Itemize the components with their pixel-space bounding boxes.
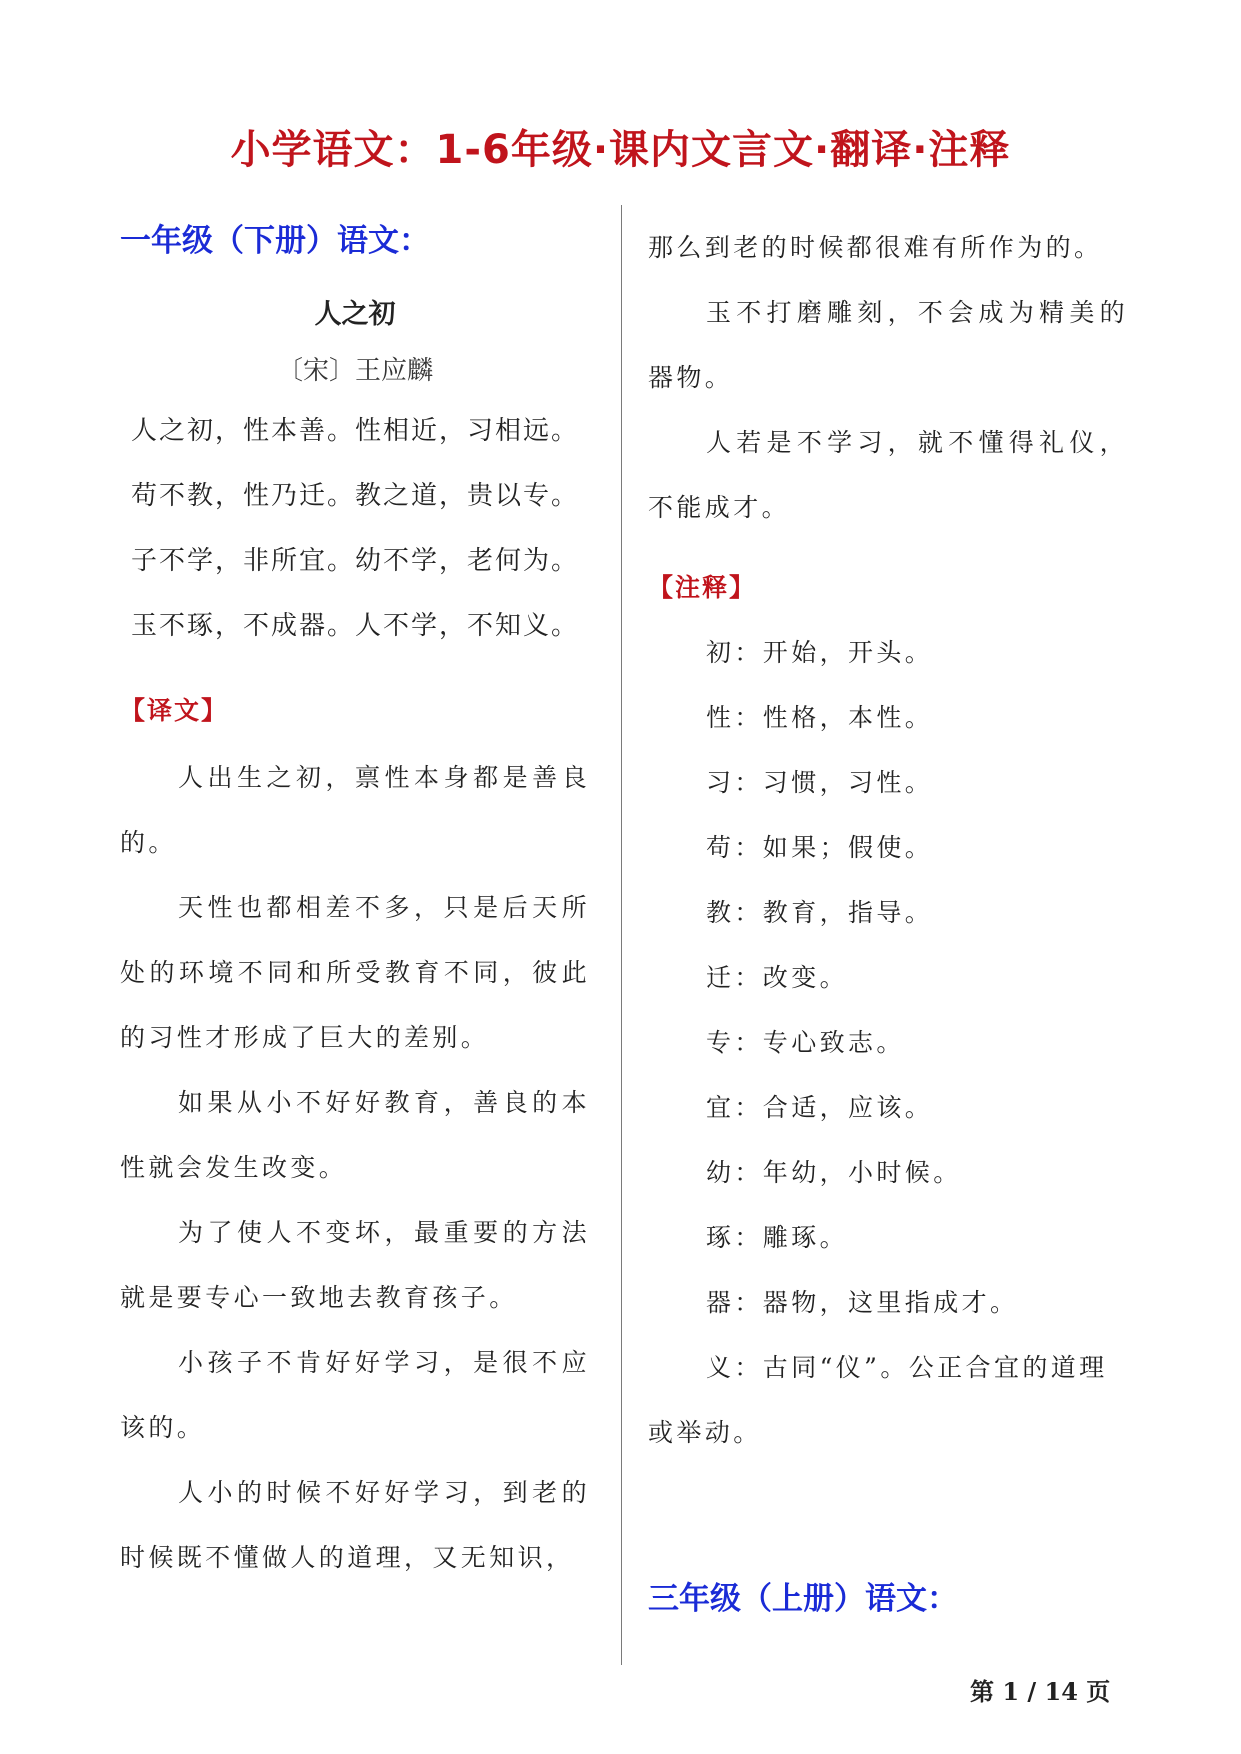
grade-heading: 一年级（下册）语文： (120, 223, 430, 259)
translation-paragraph: 小孩子不肯好好学习，是很不应该的。 (120, 1348, 590, 1442)
note-item: 专：专心致志。 (706, 1028, 905, 1057)
note-item: 教：教育，指导。 (706, 898, 934, 927)
note-item: 习：习惯，习性。 (706, 768, 934, 797)
poem-author: 〔宋〕王应麟 (276, 356, 433, 386)
note-item: 琢：雕琢。 (706, 1223, 849, 1252)
translation-paragraph: 人若是不学习，就不懂得礼仪，不能成才。 (648, 428, 1128, 522)
note-item: 迁：改变。 (706, 963, 849, 992)
column-divider (621, 205, 622, 1665)
note-item: 初：开始，开头。 (706, 638, 934, 667)
note-item: 苟：如果；假使。 (706, 833, 934, 862)
poem-title: 人之初 (314, 299, 396, 330)
note-item: 宜：合适，应该。 (706, 1093, 934, 1122)
poem-line: 人之初，性本善。性相近，习相远。 (130, 416, 579, 446)
poem-line: 玉不琢，不成器。人不学，不知义。 (130, 611, 579, 641)
right-column (648, 215, 1128, 1625)
page-number: 第 1 / 14 页 (970, 1677, 1111, 1706)
translation-continuation: 那么到老的时候都很难有所作为的。 (648, 233, 1103, 262)
poem-line: 苟不教，性乃迁。教之道，贵以专。 (130, 481, 579, 511)
translation-paragraph: 人出生之初，禀性本身都是善良的。 (120, 763, 590, 857)
next-grade-heading: 三年级（上册）语文： (648, 1581, 958, 1617)
translation-paragraph: 如果从小不好好教育，善良的本性就会发生改变。 (120, 1088, 590, 1182)
notes-heading: 【注释】 (648, 573, 757, 602)
left-column (120, 215, 590, 1590)
translation-paragraph: 天性也都相差不多，只是后天所处的环境不同和所受教育不同，彼此的习性才形成了巨大的差别。 (120, 893, 590, 1052)
note-item: 幼：年幼，小时候。 (706, 1158, 962, 1187)
poem-line: 子不学，非所宜。幼不学，老何为。 (130, 546, 579, 576)
translation-paragraph: 为了使人不变坏，最重要的方法就是要专心一致地去教育孩子。 (120, 1218, 590, 1312)
note-item: 器：器物，这里指成才。 (706, 1288, 1019, 1317)
document-title: 小学语文：1-6年级·课内文言文·翻译·注释 (230, 127, 1011, 173)
note-item: 性：性格，本性。 (706, 703, 934, 732)
translation-paragraph: 人小的时候不好好学习，到老的时候既不懂做人的道理，又无知识， (120, 1478, 590, 1572)
translation-paragraph: 玉不打磨雕刻，不会成为精美的器物。 (648, 298, 1128, 392)
translation-heading: 【译文】 (120, 696, 229, 725)
note-item: 义：古同“仪”。公正合宜的道理或举动。 (648, 1353, 1108, 1447)
